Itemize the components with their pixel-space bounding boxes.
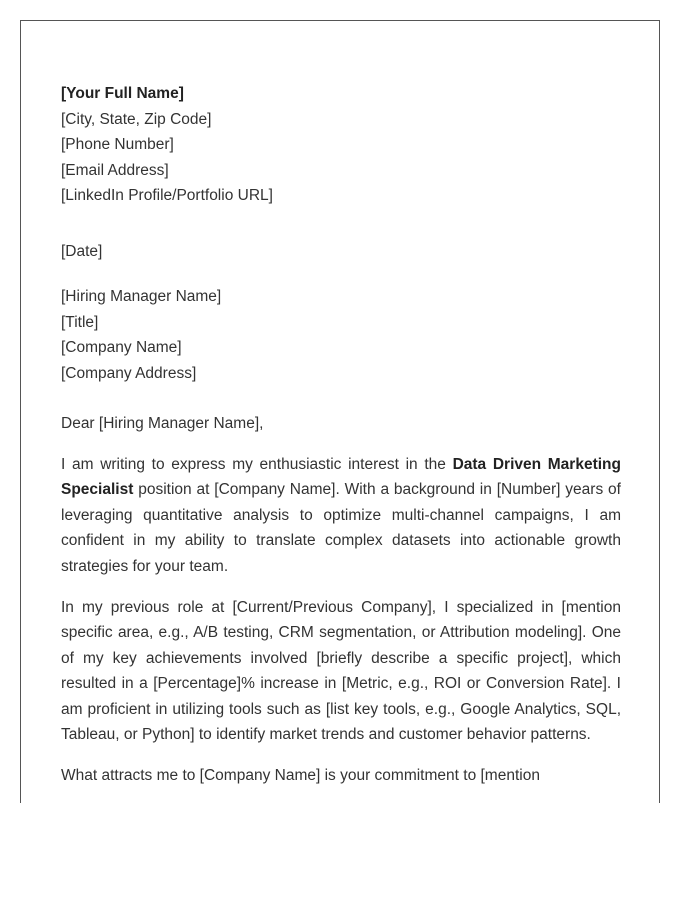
letter-page: [20, 20, 660, 803]
salutation: Dear [Hiring Manager Name],: [61, 415, 264, 432]
date-block: [61, 239, 621, 265]
recipient-company: [Company Name]: [61, 339, 182, 356]
paragraph-intro: [61, 452, 621, 580]
sender-name: [Your Full Name]: [61, 85, 184, 102]
paragraph-intro-before: I am writing to express my enthusiastic interest in the: [61, 455, 453, 473]
sender-email: [Email Address]: [61, 161, 169, 179]
recipient-block: [61, 284, 621, 386]
recipient-address: [Company Address]: [61, 364, 197, 382]
paragraph-experience: In my previous role at [Current/Previous Company], I specialized in [mention specific area, e.g., A/B testing, CRM segmentation, or Attribution modeling]. One of my key achievements involved [briefly describe a specific project], which resulted in a [Percentage]% increase in [Metric, e.g., ROI or Conversion Rate]. I am proficient in utilizing tools such as [list key tools, e.g., Google Analytics, SQL, Tableau, or Python] to identify market trends and customer behavior patterns.: [61, 598, 621, 743]
sender-location: [City, State, Zip Code]: [61, 110, 212, 128]
recipient-title: [Title]: [61, 313, 99, 331]
recipient-name: [Hiring Manager Name]: [61, 288, 222, 305]
letter-content: [61, 81, 621, 803]
paragraph-intro-after: position at [Company Name]. With a background in [Number] years of leveraging quantitative analysis to optimize multi-channel campaigns, I am confident in my ability to translate complex datasets into actionable growth strategies for your team.: [61, 481, 621, 575]
letter-date: [Date]: [61, 242, 103, 260]
sender-linkedin: [LinkedIn Profile/Portfolio URL]: [61, 187, 273, 204]
sender-phone: [Phone Number]: [61, 136, 174, 153]
paragraph-motivation: What attracts me to [Company Name] is your commitment to [mention: [61, 767, 540, 784]
position-title: Data Driven Marketing Specialist: [61, 455, 621, 498]
sender-block: [61, 81, 621, 209]
